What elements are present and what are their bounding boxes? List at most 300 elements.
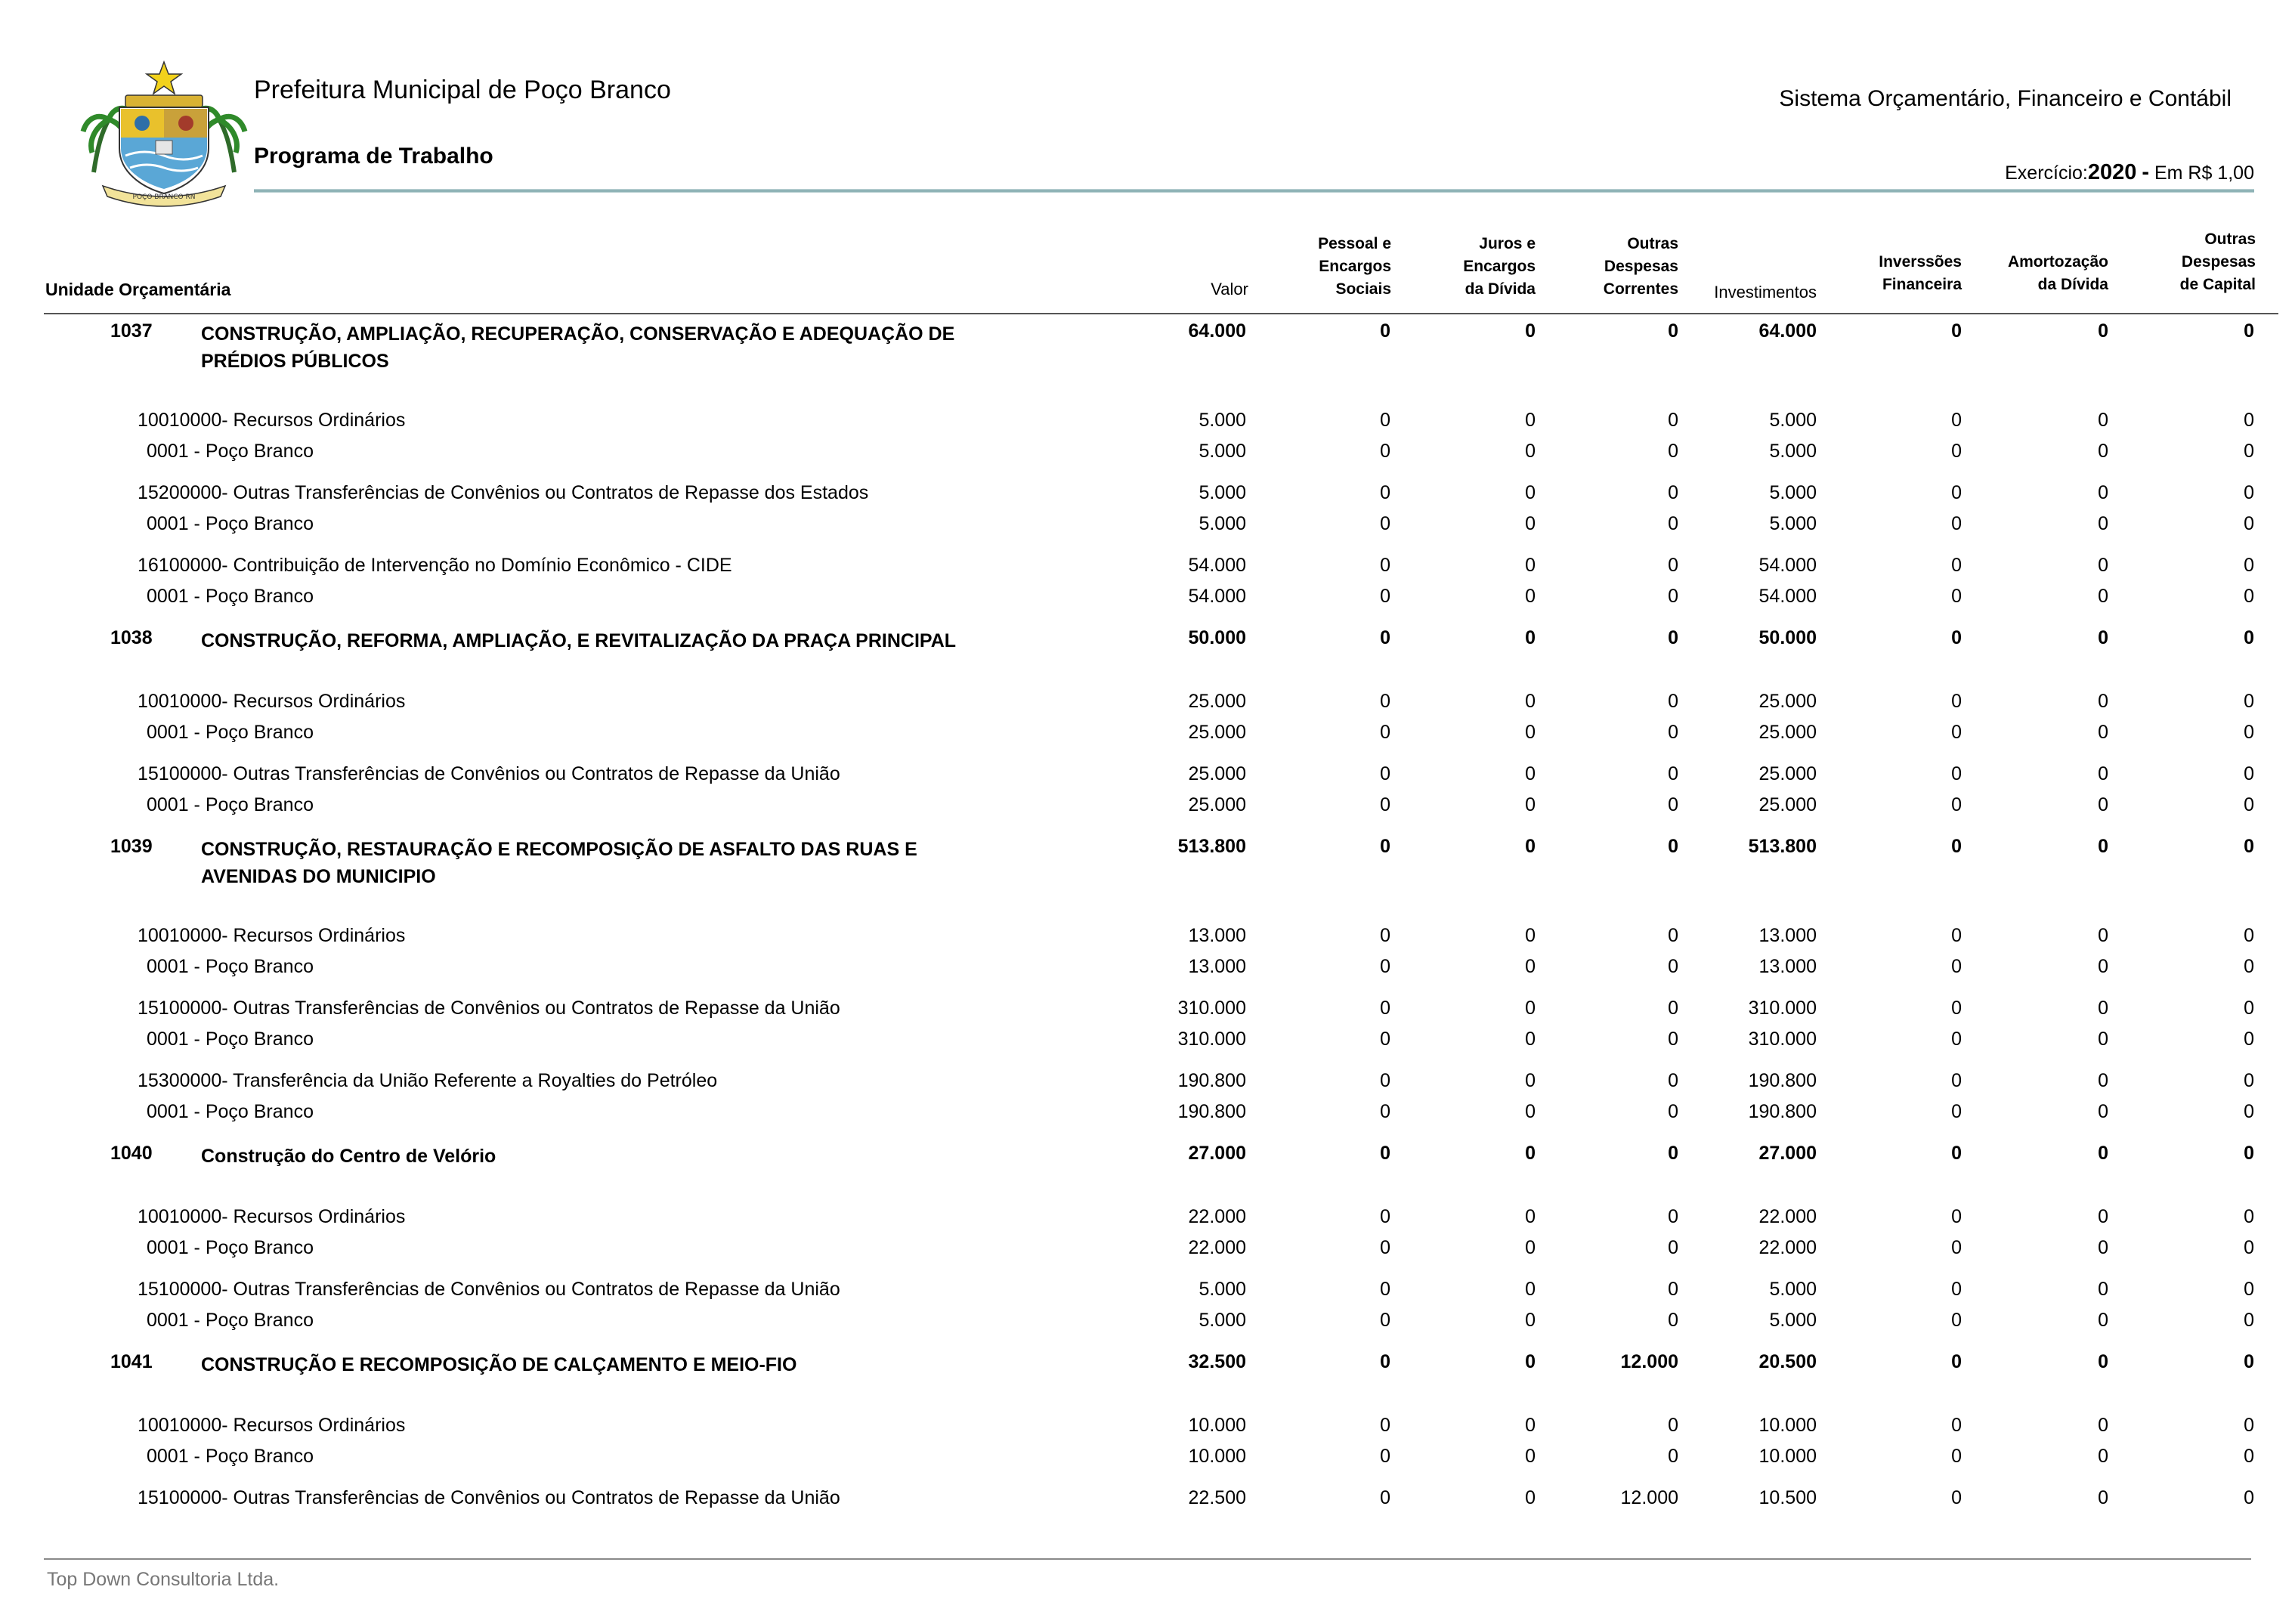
cell-outras-capital: 0: [2244, 1487, 2254, 1508]
resource-source-row: [0, 404, 2295, 435]
header-line: Despesas: [2181, 253, 2256, 271]
cell-amortizacao: 0: [2098, 586, 2108, 607]
cell-outras-capital: 0: [2244, 1237, 2254, 1258]
cell-inverssoes: 0: [1951, 1206, 1962, 1227]
resource-source-row: [0, 1481, 2295, 1512]
cell-juros: 0: [1525, 1415, 1536, 1436]
location-row: [0, 1095, 2295, 1137]
cell-investimentos: 25.000: [1758, 722, 1817, 743]
column-header-juros: [1463, 233, 1536, 301]
cell-investimentos: 5.000: [1769, 1310, 1817, 1331]
header-line: Encargos: [1319, 258, 1391, 275]
cell-investimentos: 10.500: [1758, 1487, 1817, 1508]
cell-valor: 5.000: [1199, 513, 1246, 534]
cell-pessoal: 0: [1380, 627, 1390, 648]
cell-outras-capital: 0: [2244, 586, 2254, 607]
resource-source-label: 10010000- Recursos Ordinários: [138, 925, 406, 946]
cell-pessoal: 0: [1380, 1029, 1390, 1050]
resource-source-row: [0, 685, 2295, 716]
column-header-outras-capital: [2180, 228, 2256, 296]
cell-juros: 0: [1525, 1310, 1536, 1331]
cell-investimentos: 5.000: [1769, 410, 1817, 431]
cell-amortizacao: 0: [2098, 441, 2108, 462]
cell-outras-capital: 0: [2244, 482, 2254, 503]
cell-juros: 0: [1525, 320, 1536, 342]
action-row: [0, 1137, 2295, 1200]
cell-outras-correntes: 0: [1668, 1206, 1678, 1227]
cell-juros: 0: [1525, 1487, 1536, 1508]
cell-investimentos: 64.000: [1758, 320, 1817, 342]
cell-juros: 0: [1525, 627, 1536, 648]
cell-investimentos: 25.000: [1758, 794, 1817, 815]
cell-outras-correntes: 0: [1668, 998, 1678, 1019]
cell-outras-capital: 0: [2244, 1279, 2254, 1300]
cell-amortizacao: 0: [2098, 1070, 2108, 1091]
resource-source-row: [0, 1409, 2295, 1440]
exercise-separator: -: [2142, 160, 2150, 184]
resource-source-label: 10010000- Recursos Ordinários: [138, 1206, 406, 1227]
cell-outras-capital: 0: [2244, 320, 2254, 342]
cell-juros: 0: [1525, 691, 1536, 712]
header-line: Sociais: [1335, 280, 1391, 298]
cell-inverssoes: 0: [1951, 836, 1962, 857]
column-header-amortizacao: [2008, 251, 2108, 296]
cell-juros: 0: [1525, 836, 1536, 857]
location-row: [0, 1304, 2295, 1345]
cell-inverssoes: 0: [1951, 555, 1962, 576]
resource-source-label: 10010000- Recursos Ordinários: [138, 691, 406, 712]
cell-valor: 5.000: [1199, 1310, 1246, 1331]
cell-valor: 22.000: [1188, 1206, 1246, 1227]
cell-inverssoes: 0: [1951, 1415, 1962, 1436]
header-line: Encargos: [1463, 258, 1536, 275]
resource-source-row: [0, 1200, 2295, 1231]
cell-pessoal: 0: [1380, 691, 1390, 712]
cell-pessoal: 0: [1380, 555, 1390, 576]
cell-outras-correntes: 0: [1668, 1029, 1678, 1050]
cell-amortizacao: 0: [2098, 836, 2108, 857]
cell-pessoal: 0: [1380, 925, 1390, 946]
municipal-crest-logo: [80, 59, 248, 207]
cell-valor: 54.000: [1188, 586, 1246, 607]
column-header-unit: Unidade Orçamentária: [45, 280, 231, 299]
cell-inverssoes: 0: [1951, 722, 1962, 743]
cell-juros: 0: [1525, 1101, 1536, 1122]
cell-outras-correntes: 0: [1668, 320, 1678, 342]
cell-pessoal: 0: [1380, 441, 1390, 462]
location-label: 0001 - Poço Branco: [147, 1310, 314, 1331]
cell-inverssoes: 0: [1951, 410, 1962, 431]
cell-amortizacao: 0: [2098, 1237, 2108, 1258]
action-code: 1037: [110, 320, 153, 342]
cell-valor: 10.000: [1188, 1415, 1246, 1436]
cell-pessoal: 0: [1380, 1070, 1390, 1091]
cell-amortizacao: 0: [2098, 1310, 2108, 1331]
cell-investimentos: 10.000: [1758, 1446, 1817, 1467]
cell-outras-correntes: 0: [1668, 1446, 1678, 1467]
header-line: da Dívida: [2037, 276, 2108, 293]
cell-outras-correntes: 0: [1668, 794, 1678, 815]
cell-juros: 0: [1525, 1351, 1536, 1372]
resource-source-label: 10010000- Recursos Ordinários: [138, 1415, 406, 1436]
cell-amortizacao: 0: [2098, 320, 2108, 342]
cell-juros: 0: [1525, 925, 1536, 946]
cell-juros: 0: [1525, 763, 1536, 784]
cell-juros: 0: [1525, 513, 1536, 534]
location-label: 0001 - Poço Branco: [147, 441, 314, 462]
cell-inverssoes: 0: [1951, 1351, 1962, 1372]
cell-pessoal: 0: [1380, 410, 1390, 431]
header-line: Outras: [1627, 235, 1678, 252]
cell-valor: 25.000: [1188, 691, 1246, 712]
cell-outras-correntes: 0: [1668, 1143, 1678, 1164]
cell-inverssoes: 0: [1951, 763, 1962, 784]
cell-outras-correntes: 0: [1668, 555, 1678, 576]
cell-investimentos: 10.000: [1758, 1415, 1817, 1436]
cell-outras-capital: 0: [2244, 1206, 2254, 1227]
currency-label: Em R$ 1,00: [2154, 162, 2254, 184]
cell-pessoal: 0: [1380, 1237, 1390, 1258]
exercise-year: 2020: [2087, 160, 2137, 184]
resource-source-label: 10010000- Recursos Ordinários: [138, 410, 406, 431]
cell-pessoal: 0: [1380, 1143, 1390, 1164]
cell-valor: 513.800: [1177, 836, 1246, 857]
column-header-outras-correntes: [1604, 233, 1678, 301]
cell-outras-correntes: 0: [1668, 1415, 1678, 1436]
location-row: [0, 580, 2295, 621]
cell-investimentos: 27.000: [1758, 1143, 1817, 1164]
action-row: [0, 1345, 2295, 1409]
cell-amortizacao: 0: [2098, 1446, 2108, 1467]
cell-valor: 25.000: [1188, 794, 1246, 815]
action-row: [0, 314, 2295, 404]
cell-pessoal: 0: [1380, 1446, 1390, 1467]
cell-pessoal: 0: [1380, 722, 1390, 743]
cell-juros: 0: [1525, 794, 1536, 815]
header-line: Inverssões: [1879, 253, 1962, 271]
cell-juros: 0: [1525, 1279, 1536, 1300]
cell-investimentos: 5.000: [1769, 441, 1817, 462]
cell-investimentos: 5.000: [1769, 513, 1817, 534]
location-label: 0001 - Poço Branco: [147, 956, 314, 977]
table-header: [0, 227, 2295, 314]
resource-source-row: [0, 991, 2295, 1022]
cell-investimentos: 190.800: [1748, 1070, 1817, 1091]
column-header-pessoal: [1318, 233, 1391, 301]
resource-source-row: [0, 476, 2295, 507]
cell-amortizacao: 0: [2098, 956, 2108, 977]
cell-outras-correntes: 0: [1668, 410, 1678, 431]
cell-pessoal: 0: [1380, 1101, 1390, 1122]
column-header-valor: Valor: [1211, 280, 1248, 299]
resource-source-label: 15300000- Transferência da União Referente a Royalties do Petróleo: [138, 1070, 718, 1091]
cell-valor: 22.000: [1188, 1237, 1246, 1258]
cell-inverssoes: 0: [1951, 1446, 1962, 1467]
report-title: Programa de Trabalho: [254, 144, 493, 169]
location-label: 0001 - Poço Branco: [147, 586, 314, 607]
cell-inverssoes: 0: [1951, 1029, 1962, 1050]
cell-valor: 13.000: [1188, 956, 1246, 977]
location-label: 0001 - Poço Branco: [147, 722, 314, 743]
cell-outras-correntes: 0: [1668, 627, 1678, 648]
cell-outras-capital: 0: [2244, 794, 2254, 815]
cell-outras-correntes: 12.000: [1620, 1351, 1678, 1372]
location-label: 0001 - Poço Branco: [147, 1237, 314, 1258]
cell-outras-capital: 0: [2244, 691, 2254, 712]
cell-outras-capital: 0: [2244, 513, 2254, 534]
cell-pessoal: 0: [1380, 763, 1390, 784]
cell-outras-correntes: 0: [1668, 763, 1678, 784]
cell-outras-capital: 0: [2244, 627, 2254, 648]
cell-inverssoes: 0: [1951, 1279, 1962, 1300]
cell-inverssoes: 0: [1951, 998, 1962, 1019]
cell-inverssoes: 0: [1951, 627, 1962, 648]
cell-outras-correntes: 0: [1668, 1101, 1678, 1122]
cell-valor: 310.000: [1177, 1029, 1246, 1050]
cell-outras-correntes: 0: [1668, 925, 1678, 946]
cell-investimentos: 310.000: [1748, 998, 1817, 1019]
cell-investimentos: 190.800: [1748, 1101, 1817, 1122]
resource-source-label: 15200000- Outras Transferências de Convênios ou Contratos de Repasse dos Estados: [138, 482, 869, 503]
cell-inverssoes: 0: [1951, 320, 1962, 342]
location-row: [0, 1231, 2295, 1273]
cell-outras-capital: 0: [2244, 1070, 2254, 1091]
action-title: CONSTRUÇÃO, AMPLIAÇÃO, RECUPERAÇÃO, CONSERVAÇÃO E ADEQUAÇÃO DE PRÉDIOS PÚBLICOS: [201, 323, 955, 372]
footer-company: Top Down Consultoria Ltda.: [47, 1569, 280, 1590]
location-row: [0, 950, 2295, 991]
resource-source-label: 15100000- Outras Transferências de Convênios ou Contratos de Repasse da União: [138, 998, 840, 1019]
cell-outras-capital: 0: [2244, 1029, 2254, 1050]
header-line: Financeira: [1882, 276, 1962, 293]
cell-valor: 190.800: [1177, 1070, 1246, 1091]
column-header-inverssoes: [1879, 251, 1962, 296]
cell-pessoal: 0: [1380, 482, 1390, 503]
action-row: [0, 830, 2295, 919]
cell-investimentos: 25.000: [1758, 691, 1817, 712]
resource-source-label: 15100000- Outras Transferências de Convênios ou Contratos de Repasse da União: [138, 763, 840, 784]
cell-outras-correntes: 0: [1668, 722, 1678, 743]
cell-investimentos: 22.000: [1758, 1237, 1817, 1258]
resource-source-label: 15100000- Outras Transferências de Convênios ou Contratos de Repasse da União: [138, 1279, 840, 1300]
location-row: [0, 1022, 2295, 1064]
location-row: [0, 788, 2295, 830]
cell-investimentos: 5.000: [1769, 482, 1817, 503]
exercise-info: [2005, 160, 2254, 185]
cell-investimentos: 50.000: [1758, 627, 1817, 648]
cell-valor: 310.000: [1177, 998, 1246, 1019]
budget-table-body: [0, 314, 2295, 1512]
column-header-investimentos: Investimentos: [1714, 283, 1817, 302]
cell-outras-correntes: 0: [1668, 1237, 1678, 1258]
location-label: 0001 - Poço Branco: [147, 794, 314, 815]
cell-investimentos: 22.000: [1758, 1206, 1817, 1227]
cell-investimentos: 54.000: [1758, 586, 1817, 607]
cell-juros: 0: [1525, 722, 1536, 743]
cell-inverssoes: 0: [1951, 794, 1962, 815]
cell-amortizacao: 0: [2098, 1279, 2108, 1300]
cell-valor: 5.000: [1199, 410, 1246, 431]
cell-juros: 0: [1525, 998, 1536, 1019]
cell-amortizacao: 0: [2098, 410, 2108, 431]
cell-pessoal: 0: [1380, 1351, 1390, 1372]
cell-amortizacao: 0: [2098, 925, 2108, 946]
cell-juros: 0: [1525, 956, 1536, 977]
cell-investimentos: 5.000: [1769, 1279, 1817, 1300]
resource-source-row: [0, 757, 2295, 788]
cell-amortizacao: 0: [2098, 794, 2108, 815]
cell-juros: 0: [1525, 1446, 1536, 1467]
exercise-label: Exercício:: [2005, 162, 2088, 184]
cell-valor: 5.000: [1199, 1279, 1246, 1300]
cell-inverssoes: 0: [1951, 1310, 1962, 1331]
cell-inverssoes: 0: [1951, 441, 1962, 462]
cell-valor: 25.000: [1188, 763, 1246, 784]
header-line: Pessoal e: [1318, 235, 1391, 252]
cell-outras-correntes: 0: [1668, 956, 1678, 977]
cell-outras-capital: 0: [2244, 998, 2254, 1019]
cell-outras-correntes: 0: [1668, 836, 1678, 857]
action-code: 1041: [110, 1351, 153, 1372]
location-row: [0, 1440, 2295, 1481]
cell-valor: 5.000: [1199, 441, 1246, 462]
cell-amortizacao: 0: [2098, 691, 2108, 712]
cell-outras-capital: 0: [2244, 836, 2254, 857]
cell-investimentos: 13.000: [1758, 956, 1817, 977]
system-name: Sistema Orçamentário, Financeiro e Contábil: [1779, 86, 2232, 111]
cell-juros: 0: [1525, 410, 1536, 431]
cell-outras-capital: 0: [2244, 763, 2254, 784]
location-label: 0001 - Poço Branco: [147, 513, 314, 534]
cell-valor: 54.000: [1188, 555, 1246, 576]
resource-source-row: [0, 919, 2295, 950]
cell-outras-capital: 0: [2244, 1446, 2254, 1467]
cell-outras-capital: 0: [2244, 1143, 2254, 1164]
cell-inverssoes: 0: [1951, 1237, 1962, 1258]
cell-outras-capital: 0: [2244, 956, 2254, 977]
cell-valor: 64.000: [1188, 320, 1246, 342]
action-title: Construção do Centro de Velório: [201, 1146, 496, 1167]
cell-investimentos: 13.000: [1758, 925, 1817, 946]
cell-inverssoes: 0: [1951, 1487, 1962, 1508]
cell-inverssoes: 0: [1951, 956, 1962, 977]
header-line: Correntes: [1603, 280, 1678, 298]
cell-valor: 32.500: [1188, 1351, 1246, 1372]
cell-amortizacao: 0: [2098, 513, 2108, 534]
cell-amortizacao: 0: [2098, 627, 2108, 648]
cell-amortizacao: 0: [2098, 1351, 2108, 1372]
cell-outras-correntes: 0: [1668, 513, 1678, 534]
header-line: Outras: [2204, 230, 2256, 248]
cell-juros: 0: [1525, 1237, 1536, 1258]
resource-source-row: [0, 549, 2295, 580]
cell-investimentos: 310.000: [1748, 1029, 1817, 1050]
cell-valor: 10.000: [1188, 1446, 1246, 1467]
cell-inverssoes: 0: [1951, 1143, 1962, 1164]
cell-outras-capital: 0: [2244, 1310, 2254, 1331]
cell-pessoal: 0: [1380, 1206, 1390, 1227]
cell-valor: 50.000: [1188, 627, 1246, 648]
location-row: [0, 435, 2295, 476]
cell-pessoal: 0: [1380, 320, 1390, 342]
cell-amortizacao: 0: [2098, 1206, 2108, 1227]
resource-source-row: [0, 1064, 2295, 1095]
cell-pessoal: 0: [1380, 836, 1390, 857]
cell-pessoal: 0: [1380, 586, 1390, 607]
cell-amortizacao: 0: [2098, 1487, 2108, 1508]
cell-valor: 22.500: [1188, 1487, 1246, 1508]
action-title: CONSTRUÇÃO, REFORMA, AMPLIAÇÃO, E REVITALIZAÇÃO DA PRAÇA PRINCIPAL: [201, 630, 957, 651]
cell-pessoal: 0: [1380, 998, 1390, 1019]
cell-investimentos: 25.000: [1758, 763, 1817, 784]
header-line: da Dívida: [1465, 280, 1536, 298]
action-title: CONSTRUÇÃO, RESTAURAÇÃO E RECOMPOSIÇÃO DE ASFALTO DAS RUAS E AVENIDAS DO MUNICIPIO: [201, 839, 917, 887]
cell-pessoal: 0: [1380, 794, 1390, 815]
header-line: Despesas: [1604, 258, 1678, 275]
cell-pessoal: 0: [1380, 1279, 1390, 1300]
cell-pessoal: 0: [1380, 1415, 1390, 1436]
cell-valor: 13.000: [1188, 925, 1246, 946]
cell-amortizacao: 0: [2098, 1029, 2108, 1050]
crest-banner-text: POÇO BRANCO RN: [132, 193, 196, 201]
action-code: 1038: [110, 627, 153, 648]
cell-inverssoes: 0: [1951, 482, 1962, 503]
cell-outras-capital: 0: [2244, 1351, 2254, 1372]
action-title: CONSTRUÇÃO E RECOMPOSIÇÃO DE CALÇAMENTO E MEIO-FIO: [201, 1354, 797, 1375]
action-code: 1040: [110, 1143, 153, 1164]
cell-outras-correntes: 0: [1668, 586, 1678, 607]
cell-valor: 5.000: [1199, 482, 1246, 503]
cell-outras-correntes: 0: [1668, 691, 1678, 712]
cell-outras-capital: 0: [2244, 410, 2254, 431]
cell-pessoal: 0: [1380, 1310, 1390, 1331]
footer-divider: [44, 1558, 2251, 1560]
header-line: Amortozação: [2007, 253, 2108, 271]
cell-valor: 190.800: [1177, 1101, 1246, 1122]
cell-pessoal: 0: [1380, 956, 1390, 977]
location-label: 0001 - Poço Branco: [147, 1029, 314, 1050]
cell-investimentos: 513.800: [1748, 836, 1817, 857]
cell-amortizacao: 0: [2098, 998, 2108, 1019]
cell-juros: 0: [1525, 586, 1536, 607]
cell-outras-correntes: 0: [1668, 1279, 1678, 1300]
cell-pessoal: 0: [1380, 1487, 1390, 1508]
cell-outras-capital: 0: [2244, 1415, 2254, 1436]
cell-juros: 0: [1525, 1029, 1536, 1050]
cell-outras-capital: 0: [2244, 722, 2254, 743]
resource-source-label: 15100000- Outras Transferências de Convênios ou Contratos de Repasse da União: [138, 1487, 840, 1508]
cell-juros: 0: [1525, 1206, 1536, 1227]
location-label: 0001 - Poço Branco: [147, 1446, 314, 1467]
action-row: [0, 621, 2295, 685]
cell-amortizacao: 0: [2098, 722, 2108, 743]
cell-outras-capital: 0: [2244, 441, 2254, 462]
cell-investimentos: 20.500: [1758, 1351, 1817, 1372]
cell-outras-correntes: 0: [1668, 482, 1678, 503]
cell-inverssoes: 0: [1951, 691, 1962, 712]
header-line: de Capital: [2179, 276, 2256, 293]
resource-source-label: 16100000- Contribuição de Intervenção no Domínio Econômico - CIDE: [138, 555, 732, 576]
cell-amortizacao: 0: [2098, 1143, 2108, 1164]
cell-juros: 0: [1525, 482, 1536, 503]
cell-outras-capital: 0: [2244, 1101, 2254, 1122]
cell-outras-correntes: 0: [1668, 1070, 1678, 1091]
cell-amortizacao: 0: [2098, 1101, 2108, 1122]
resource-source-row: [0, 1273, 2295, 1304]
location-row: [0, 507, 2295, 549]
header-line: Juros e: [1479, 235, 1536, 252]
location-label: 0001 - Poço Branco: [147, 1101, 314, 1122]
cell-outras-capital: 0: [2244, 555, 2254, 576]
